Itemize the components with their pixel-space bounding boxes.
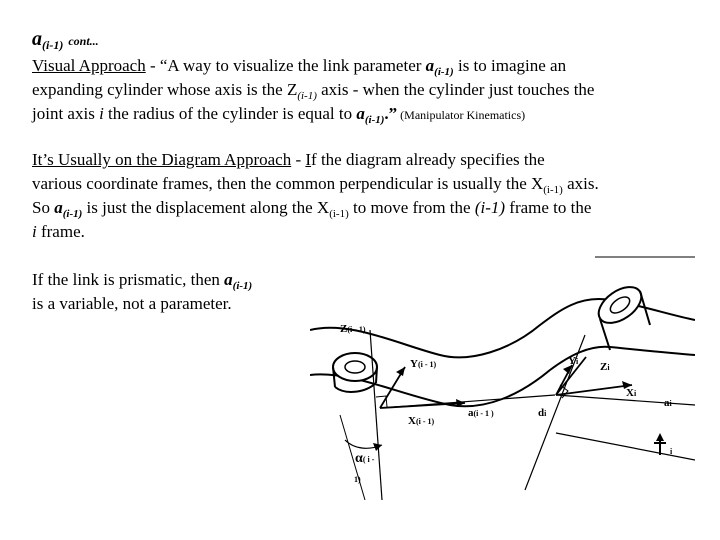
usual-l3-mid: is just the displacement along the X [82, 198, 330, 217]
usual-l3-frame: (i-1) [474, 198, 506, 217]
label-x-prev-text: X [408, 415, 416, 427]
usual-line-1 [32, 150, 545, 170]
prismatic-line-1 [32, 270, 252, 296]
visual-l1-post: is to imagine an [453, 56, 567, 75]
theta-arrow-head [656, 433, 664, 441]
visual-l3-sub: (i-1) [364, 114, 385, 126]
title-cont: cont... [68, 34, 99, 48]
label-a-prev [468, 407, 494, 419]
visual-l3-pre: joint axis [32, 104, 100, 123]
usual-l4-i: i [32, 222, 37, 241]
label-alpha-sub1: ( i - [362, 455, 375, 464]
label-z-prev-text: Z [340, 323, 348, 335]
usual-l1-rest: f the diagram already specifies the [311, 150, 545, 169]
z-prev-axis [370, 330, 382, 500]
visual-l2-sub: (i-1) [297, 90, 317, 102]
visual-l1-sub: (i-1) [434, 66, 454, 78]
usual-l3-end: frame to the [505, 198, 592, 217]
next-link-line [556, 433, 695, 460]
label-y-i [568, 355, 578, 367]
visual-line-2 [32, 80, 594, 106]
visual-l3-i: i [99, 104, 104, 123]
label-z-prev-sub: (i - 1) [347, 325, 366, 334]
usual-l2-post: axis. [562, 174, 599, 193]
prismatic-l1-pre: If the link is prismatic, then [32, 270, 225, 289]
slide-title [32, 28, 99, 53]
label-alpha-sym: α [355, 451, 363, 466]
usual-heading: It’s Usually on the Diagram Approach [32, 150, 292, 169]
prismatic-l1-sub: (i-1) [232, 280, 253, 292]
prismatic-l2: is a variable, not a parameter. [32, 294, 232, 313]
label-z-prev [340, 323, 366, 335]
usual-line-3 [32, 198, 591, 224]
usual-l3-sub: (i-1) [62, 208, 83, 220]
label-y-prev-sub: (i - 1) [417, 360, 437, 369]
usual-l2-sub: (i-1) [543, 184, 563, 196]
usual-line-4 [32, 222, 85, 242]
label-a-prev-text: a [468, 407, 474, 419]
visual-dash: - [145, 56, 160, 75]
usual-l3-mid2: to move from the [348, 198, 475, 217]
label-a-i-text: a [664, 397, 670, 409]
prismatic-l1-var: a [224, 270, 233, 289]
left-cylinder-bottom [335, 383, 376, 392]
visual-heading: Visual Approach [32, 56, 146, 75]
usual-line-2 [32, 174, 599, 200]
title-sub: (i-1) [42, 38, 64, 52]
label-alpha [355, 451, 374, 467]
label-y-i-sub: i [575, 357, 579, 366]
visual-l3-note: (Manipulator Kinematics) [397, 108, 526, 122]
title-var: a [32, 28, 42, 50]
label-d-i [538, 407, 546, 419]
visual-l3-var: a [356, 104, 365, 123]
label-alpha-2 [354, 473, 361, 485]
usual-l4-end: frame. [36, 222, 85, 241]
label-x-i-text: X [626, 387, 634, 399]
usual-l2-pre: various coordinate frames, then the common perpendicular is usually the X [32, 174, 544, 193]
label-d-i-sub: i [544, 409, 547, 418]
visual-l2-pre: expanding cylinder whose axis is the Z [32, 80, 298, 99]
label-a-i-sub: i [669, 399, 672, 408]
label-y-prev-text: Y [410, 358, 418, 370]
visual-line-1 [32, 56, 566, 82]
label-z-i-text: Z [600, 361, 608, 373]
label-x-i-sub: i [633, 389, 637, 398]
link-diagram [310, 255, 695, 500]
visual-l3-mid: the radius of the cylinder is equal to [103, 104, 357, 123]
usual-l3-pre: So [32, 198, 55, 217]
label-y-i-text: Y [568, 355, 576, 367]
visual-l1-var: a [425, 56, 435, 75]
label-theta-i [670, 445, 672, 457]
visual-line-3 [32, 104, 525, 130]
label-x-i [626, 387, 636, 399]
label-y-prev [410, 358, 436, 370]
label-a-prev-sub: (i - 1 ) [473, 409, 494, 418]
label-theta-sub: i [670, 447, 673, 456]
label-x-prev-sub: (i - 1) [415, 417, 435, 426]
visual-l1-pre: “A way to visualize the link parameter [159, 56, 426, 75]
label-z-i [600, 361, 610, 373]
left-cylinder-side-r [376, 367, 377, 383]
usual-l3-sub2: (i-1) [329, 208, 349, 220]
usual-l1-first: I [305, 150, 312, 169]
label-z-i-sub: i [607, 363, 610, 372]
label-alpha-sub2: 1) [354, 475, 361, 484]
visual-l3-end: .” [384, 104, 398, 123]
label-a-i [664, 397, 672, 409]
label-x-prev [408, 415, 434, 427]
usual-dash: - [291, 150, 306, 169]
left-joint-cylinder-top [333, 353, 377, 381]
prismatic-line-2 [32, 294, 232, 314]
visual-l2-post: axis - when the cylinder just touches the [316, 80, 595, 99]
usual-l3-var: a [54, 198, 63, 217]
label-d-i-text: d [538, 407, 545, 419]
